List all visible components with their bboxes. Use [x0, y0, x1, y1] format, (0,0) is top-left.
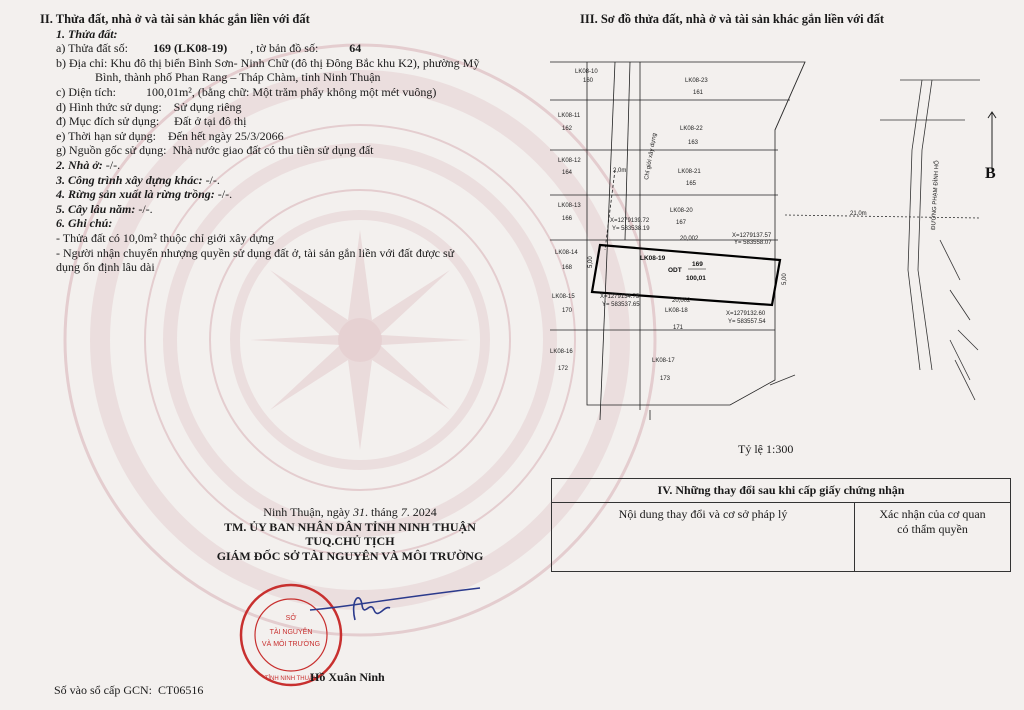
north-arrow-icon: [982, 110, 1012, 190]
setback-width-label: 2,0m: [613, 168, 627, 174]
forest-label: 4. Rừng sản xuất là rừng trồng:: [56, 187, 215, 202]
parcel-code: LK08-16: [550, 349, 573, 355]
coord-bl-x: X=1279134.75: [600, 294, 640, 300]
north-letter: B: [985, 165, 996, 182]
parcel-num: 162: [562, 126, 573, 132]
dim-right: 5,00: [782, 273, 788, 285]
parcel-num: 173: [660, 376, 671, 382]
coord-tr-y: Y= 583558.07: [734, 240, 772, 246]
parcel-num: 163: [688, 140, 699, 146]
perennial-label: 5. Cây lâu năm:: [56, 201, 136, 216]
forest-value: -/-.: [214, 187, 233, 202]
date-month: 7: [400, 505, 407, 519]
parcel-code: LK08-12: [558, 158, 581, 164]
parcel-number-label: a) Thửa đất số:: [56, 41, 128, 56]
changes-table: [551, 478, 1011, 572]
changes-col-content: Nội dung thay đổi và cơ sở pháp lý: [552, 503, 855, 572]
usage-purpose-row: đ) Mục đích sử dụng: Đất ở tại đô thị: [56, 114, 247, 129]
main-parcel-code: LK08-19: [640, 255, 666, 262]
notes-heading: 6. Ghi chú:: [56, 216, 113, 231]
section-title-ii: II. Thửa đất, nhà ở và tài sản khác gắn liền với đất: [40, 12, 310, 26]
construction-label: 3. Công trình xây dựng khác:: [56, 172, 203, 187]
parcel-code: LK08-21: [678, 169, 701, 175]
month-prefix: . tháng: [365, 505, 401, 519]
perennial-value: -/-.: [135, 201, 153, 216]
dim-top: 20,002: [680, 236, 699, 242]
note-1: - Thửa đất có 10,0m² thuộc chỉ giới xây dựng: [56, 230, 275, 245]
map-sheet-label: , tờ bản đồ số:: [250, 41, 319, 56]
perennial-row: [40, 202, 520, 217]
seal-line-2: TÀI NGUYÊN: [269, 629, 313, 636]
heading-parcel: 1. Thửa đất:: [56, 26, 118, 41]
parcel-num: 165: [686, 181, 697, 187]
coord-br-y: Y= 583557.54: [728, 319, 766, 325]
changes-table-title: IV. Những thay đổi sau khi cấp giấy chứng nhận: [552, 479, 1011, 503]
registry-number: Số vào sổ cấp GCN: CT06516: [54, 683, 204, 697]
parcel-code: LK08-14: [555, 250, 578, 256]
road-name-label: ĐƯỜNG PHẠM ĐÌNH HỔ: [931, 160, 941, 231]
parcel-num: 164: [562, 170, 573, 176]
seal-line-3: VÀ MÔI TRƯỜNG: [261, 641, 321, 648]
parcel-num: 168: [562, 265, 573, 271]
seal-line-1: SỞ: [285, 615, 297, 622]
parcel-num: 171: [673, 325, 684, 331]
section-title-iii: III. Sơ đồ thửa đất, nhà ở và tài sản khác gắn liền với đất: [580, 12, 885, 26]
coord-tl-y: Y= 583538.19: [612, 226, 650, 232]
coord-tr-x: X=1279137.57: [732, 233, 772, 239]
date-year: . 2024: [406, 505, 437, 519]
parcel-number-value: 169 (LK08-19): [152, 41, 228, 56]
coord-bl-y: Y= 583537.65: [602, 302, 640, 308]
road-width-label: 21,0m: [850, 211, 867, 217]
seal-line-4: TỈNH NINH THUẬN: [264, 676, 318, 682]
parcel-num: 161: [693, 90, 704, 96]
signature-block: [200, 505, 500, 563]
parcel-code: LK08-20: [670, 208, 693, 214]
parcel-num: 160: [583, 78, 594, 84]
main-parcel-area: 100,01: [686, 275, 706, 282]
scale-label: Tỷ lệ 1:300: [738, 442, 794, 456]
parcel-num: 167: [676, 220, 687, 226]
date-day: 31: [353, 505, 366, 519]
parcel-diagram: [540, 40, 1010, 460]
house-value: -/-.: [102, 157, 121, 172]
parcel-code: LK08-22: [680, 126, 703, 132]
parcel-code: LK08-23: [685, 78, 708, 84]
parcel-code: LK08-15: [552, 294, 575, 300]
changes-col-confirm: [855, 503, 1011, 572]
parcel-code: LK08-17: [652, 358, 675, 364]
address-line-2: Bình, thành phố Phan Rang – Tháp Chàm, tỉnh Ninh Thuận: [95, 70, 381, 85]
changes-col-confirm-line1: Xác nhận của cơ quan: [879, 507, 986, 521]
usage-term-row: e) Thời hạn sử dụng: Đến hết ngày 25/3/2066: [56, 128, 284, 143]
address-line-1: b) Địa chỉ: Khu đô thị biển Bình Sơn- Ninh Chữ (đô thị Đông Bắc khu K2), phường Mỹ: [56, 55, 480, 70]
sign-line-1: TM. ỦY BAN NHÂN DÂN TỈNH NINH THUẬN: [224, 519, 476, 534]
area-row: c) Diện tích: 100,01m², (bằng chữ: Một trăm phẩy không một mét vuông): [56, 84, 437, 99]
signer-name: Hồ Xuân Ninh: [310, 670, 385, 684]
house-label: 2. Nhà ở:: [56, 157, 103, 172]
usage-origin-row: g) Nguồn gốc sử dụng: Nhà nước giao đất có thu tiền sử dụng đất: [56, 143, 374, 158]
coord-br-x: X=1279132.60: [726, 311, 766, 317]
handwritten-signature: [300, 580, 490, 630]
parcel-num: 166: [562, 216, 573, 222]
note-2-line-2: dụng ổn định lâu dài: [56, 260, 155, 275]
dim-left: 5,00: [588, 256, 594, 268]
sign-line-2: TUQ.CHỦ TỊCH: [305, 534, 395, 548]
setback-label: Chỉ giới xây dựng: [644, 132, 659, 181]
construction-row: [40, 173, 520, 188]
parcel-code: LK08-11: [558, 113, 581, 119]
construction-value: -/-.: [202, 172, 220, 187]
map-sheet-value: 64: [349, 41, 362, 56]
main-parcel-type: ODT: [668, 267, 682, 274]
sign-date: [200, 505, 500, 520]
parcel-code: LK08-10: [575, 69, 598, 75]
parcel-info-section: [40, 12, 520, 275]
forest-row: [40, 187, 520, 202]
date-prefix: Ninh Thuận, ngày: [263, 505, 354, 519]
sign-line-3: GIÁM ĐỐC SỞ TÀI NGUYÊN VÀ MÔI TRƯỜNG: [216, 548, 484, 563]
coord-tl-x: X=1279139.72: [610, 218, 650, 224]
parcel-code: LK08-13: [558, 203, 581, 209]
parcel-num: 170: [562, 308, 573, 314]
dim-bottom: 20,002: [672, 298, 691, 304]
house-row: [40, 158, 520, 173]
note-2-line-1: - Người nhận chuyển nhượng quyền sử dụng đất ở, tài sản gắn liền với đất được sử: [56, 245, 455, 260]
changes-col-confirm-line2: có thẩm quyền: [897, 522, 968, 536]
parcel-number-row: [40, 41, 520, 56]
parcel-num: 172: [558, 366, 569, 372]
parcel-code: LK08-18: [665, 308, 688, 314]
main-parcel-num: 169: [692, 261, 703, 268]
usage-form-row: d) Hình thức sử dụng: Sử dụng riêng: [56, 99, 242, 114]
